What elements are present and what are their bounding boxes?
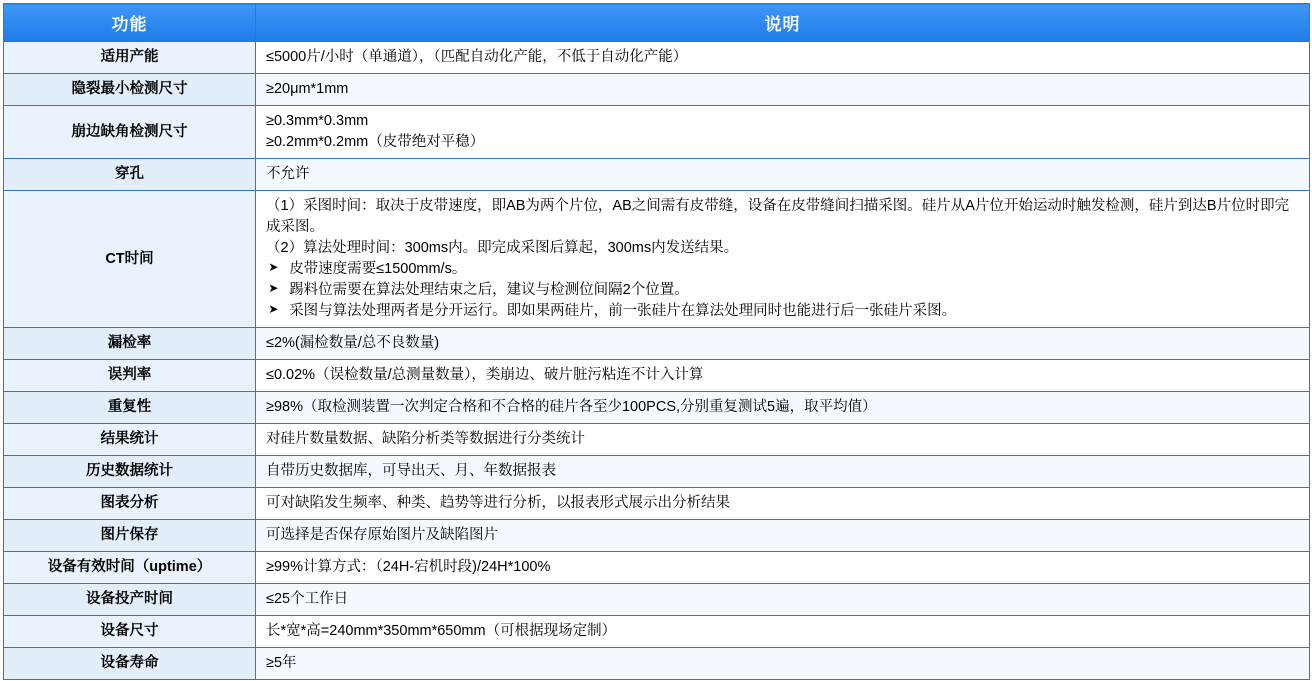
description-line: 可选择是否保存原始图片及缺陷图片 bbox=[266, 527, 498, 544]
description-line: ≤25个工作日 bbox=[266, 591, 349, 608]
description-cell bbox=[256, 616, 1310, 648]
table-body bbox=[4, 42, 1310, 680]
table-row bbox=[4, 392, 1310, 424]
table-row bbox=[4, 360, 1310, 392]
feature-cell: 设备投产时间 bbox=[4, 584, 256, 616]
description-cell bbox=[256, 424, 1310, 456]
feature-cell: 设备有效时间（uptime） bbox=[4, 552, 256, 584]
header-description: 说明 bbox=[256, 4, 1310, 42]
table-row bbox=[4, 424, 1310, 456]
description-line: 可对缺陷发生频率、种类、趋势等进行分析，以报表形式展示出分析结果 bbox=[266, 495, 730, 512]
description-line: 长*宽*高=240mm*350mm*650mm（可根据现场定制） bbox=[266, 623, 617, 640]
description-cell bbox=[256, 106, 1310, 159]
description-line: 对硅片数量数据、缺陷分析类等数据进行分类统计 bbox=[266, 431, 585, 448]
description-cell bbox=[256, 392, 1310, 424]
description-cell bbox=[256, 328, 1310, 360]
description-line: （1）采图时间：取决于皮带速度，即AB为两个片位，AB之间需有皮带缝，设备在皮带缝间扫描采图。硅片从A片位开始运动时触发检测，硅片到达B片位时即完成采图。 bbox=[266, 198, 1290, 236]
description-line: ≥20μm*1mm bbox=[266, 81, 349, 98]
table-row bbox=[4, 520, 1310, 552]
table-row bbox=[4, 42, 1310, 74]
description-cell bbox=[256, 584, 1310, 616]
description-line: （2）算法处理时间：300ms内。即完成采图后算起，300ms内发送结果。 bbox=[266, 240, 739, 257]
description-line: ≤5000片/小时（单通道），（匹配自动化产能，不低于自动化产能） bbox=[266, 49, 688, 65]
description-line: ≥0.2mm*0.2mm（皮带绝对平稳） bbox=[266, 134, 485, 151]
feature-cell: 设备寿命 bbox=[4, 648, 256, 680]
description-line: ≤0.02%（误检数量/总测量数量），类崩边、破片脏污粘连不计入计算 bbox=[266, 367, 704, 384]
description-line: ≥99%计算方式：（24H-宕机时段)/24H*100% bbox=[266, 559, 551, 576]
feature-cell: 结果统计 bbox=[4, 424, 256, 456]
feature-cell: 设备尺寸 bbox=[4, 616, 256, 648]
table-row bbox=[4, 584, 1310, 616]
description-bullet: ➤ 皮带速度需要≤1500mm/s。 bbox=[266, 259, 1301, 280]
header-feature: 功能 bbox=[4, 4, 256, 42]
feature-cell: 隐裂最小检测尺寸 bbox=[4, 74, 256, 106]
feature-cell: 崩边缺角检测尺寸 bbox=[4, 106, 256, 159]
description-cell bbox=[256, 648, 1310, 680]
feature-cell: 误判率 bbox=[4, 360, 256, 392]
description-line: ≥98%（取检测装置一次判定合格和不合格的硅片各至少100PCS,分别重复测试5遍，取平均值） bbox=[266, 399, 877, 416]
specification-table bbox=[3, 3, 1310, 680]
table-row bbox=[4, 488, 1310, 520]
feature-cell: 穿孔 bbox=[4, 159, 256, 191]
table-row bbox=[4, 552, 1310, 584]
description-cell bbox=[256, 159, 1310, 191]
description-line: ≥5年 bbox=[266, 655, 297, 672]
table-row bbox=[4, 74, 1310, 106]
feature-cell: CT时间 bbox=[4, 191, 256, 328]
table-row bbox=[4, 328, 1310, 360]
description-cell bbox=[256, 456, 1310, 488]
description-cell bbox=[256, 191, 1310, 328]
description-line: 自带历史数据库，可导出天、月、年数据报表 bbox=[266, 463, 556, 480]
description-cell bbox=[256, 552, 1310, 584]
description-bullet: ➤ 采图与算法处理两者是分开运行。即如果两硅片，前一张硅片在算法处理同时也能进行后一张硅片采图。 bbox=[266, 301, 1301, 322]
description-cell bbox=[256, 360, 1310, 392]
description-line: ≥0.3mm*0.3mm bbox=[266, 113, 369, 130]
feature-cell: 漏检率 bbox=[4, 328, 256, 360]
description-line: ≤2%(漏检数量/总不良数量) bbox=[266, 335, 440, 352]
feature-cell: 适用产能 bbox=[4, 42, 256, 74]
table-row bbox=[4, 648, 1310, 680]
description-cell bbox=[256, 520, 1310, 552]
table-row bbox=[4, 456, 1310, 488]
description-bullet: ➤ 踢料位需要在算法处理结束之后，建议与检测位间隔2个位置。 bbox=[266, 280, 1301, 301]
table-row bbox=[4, 616, 1310, 648]
feature-cell: 图片保存 bbox=[4, 520, 256, 552]
table-row bbox=[4, 106, 1310, 159]
feature-cell: 重复性 bbox=[4, 392, 256, 424]
table-row bbox=[4, 159, 1310, 191]
feature-cell: 历史数据统计 bbox=[4, 456, 256, 488]
description-cell bbox=[256, 74, 1310, 106]
description-cell bbox=[256, 488, 1310, 520]
description-line: 不允许 bbox=[266, 166, 310, 183]
description-cell bbox=[256, 42, 1310, 74]
table-header-row bbox=[4, 4, 1310, 42]
table-row bbox=[4, 191, 1310, 328]
feature-cell: 图表分析 bbox=[4, 488, 256, 520]
